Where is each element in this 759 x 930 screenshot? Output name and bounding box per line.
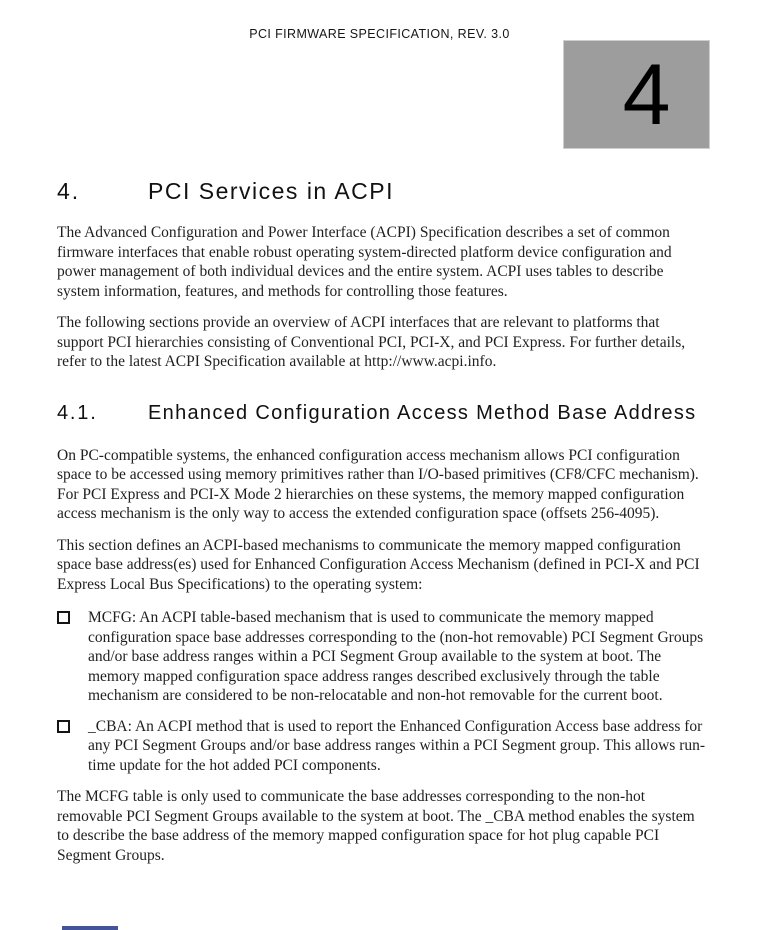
paragraph-sections-overview: The following sections provide an overview of ACPI interfaces that are relevant to platforms that support PCI hierarchies consisting of Conventional PCI, PCI-X, and PCI Express. For further details, refer to the latest ACPI Specification available at http://www.acpi.info. — [57, 314, 686, 370]
section-number: 4. — [57, 178, 81, 204]
list-item-cba — [57, 717, 707, 776]
chapter-number-badge — [563, 40, 710, 149]
paragraph-acpi-overview: The Advanced Configuration and Power Interface (ACPI) Specification describes a set of common firmware interfaces that enable robust operating system-directed platform device configuration and power management of both individual devices and the entire system. ACPI uses tables to describe system information, features, and methods for controlling those features. — [57, 224, 672, 300]
list-item-mcfg — [57, 608, 707, 706]
list-item-text: _CBA: An ACPI method that is used to report the Enhanced Configuration Access base address for any PCI Segment Groups and/or base address ranges within a PCI Segment group. This allows run-time update for the hot added PCI components. — [88, 717, 706, 774]
section-heading-4-1 — [57, 396, 707, 430]
section-heading-4 — [57, 178, 707, 205]
running-header: PCI FIRMWARE SPECIFICATION, REV. 3.0 — [249, 27, 510, 41]
square-bullet-icon — [57, 611, 70, 624]
subsection-title: Enhanced Configuration Access Method Base Address — [148, 401, 697, 424]
list-item-text: MCFG: An ACPI table-based mechanism that is used to communicate the memory mapped configuration space base addresses corresponding to the (non-hot removable) PCI Segment Groups and/or base address ranges within a PCI Segment Group available to the system at boot. The memory mapped configuration space address ranges described exclusively through the table mechanism are considered to be non-relocatable and non-hot removable for the current boot. — [88, 609, 704, 704]
section-title: PCI Services in ACPI — [148, 178, 395, 204]
paragraph-mcfg-closing: The MCFG table is only used to communicate the base addresses corresponding to the non-hot removable PCI Segment Groups available to the system at boot. The _CBA method enables the system to describe the base address of the memory mapped configuration space for hot plug capable PCI Segment Groups. — [57, 788, 695, 864]
subsection-number: 4.1. — [57, 401, 98, 424]
chapter-number: 4 — [622, 46, 671, 143]
square-bullet-icon — [57, 720, 70, 733]
mechanism-bullet-list — [57, 608, 707, 775]
bottom-blue-fragment — [62, 926, 118, 930]
paragraph-pc-compatible: On PC-compatible systems, the enhanced configuration access mechanism allows PCI configuration space to be accessed using memory primitives rather than I/O-based primitives (CF8/CFC mechanism). For PCI Express and PCI-X Mode 2 hierarchies on these systems, the memory mapped configuration access mechanism is the only way to access the extended configuration space (offsets 256-4095). — [57, 446, 699, 522]
page-content — [57, 178, 707, 877]
paragraph-section-defines: This section defines an ACPI-based mechanisms to communicate the memory mapped configuration space base address(es) used for Enhanced Configuration Access Mechanism (defined in PCI-X and PCI Express Local Bus Specifications) to the operating system: — [57, 536, 700, 593]
